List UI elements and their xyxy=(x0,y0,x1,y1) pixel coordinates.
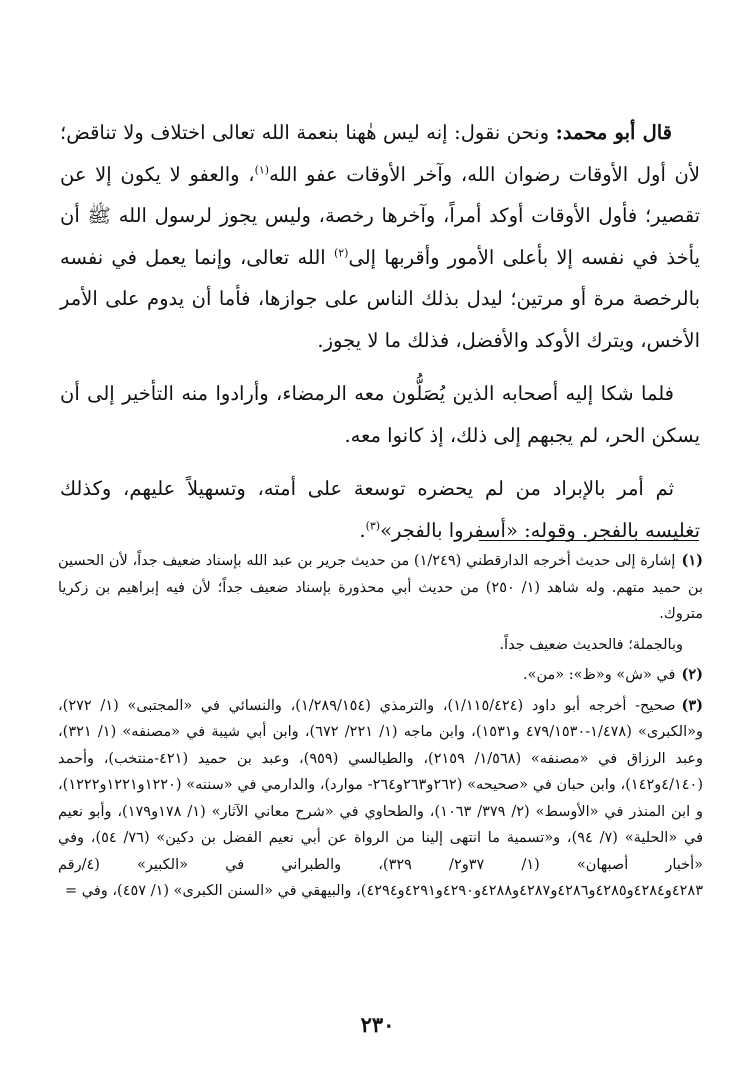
footnote-3-number: (٣) xyxy=(681,696,704,714)
footnote-2 xyxy=(58,662,703,689)
speaker-label: قال أبو محمد: xyxy=(555,121,672,144)
paragraph-2: فلما شكا إليه أصحابه الذين يُصَلُّون معه الرمضاء، وأرادوا منه التأخير إلى أن يسكن الحر، لم يجبهم إلى ذلك، إذ كانوا معه. xyxy=(60,382,700,447)
footnote-separator xyxy=(479,540,699,541)
paragraph-3 xyxy=(60,468,700,551)
paragraph-3-text: ثم أمر بالإبراد من لم يحضره توسعة على أمته، وتسهيلاً عليهم، وكذلك تغليسه بالفجر. وقوله: «أسفروا بالفجر» xyxy=(60,477,700,542)
footnote-ref-1: (١) xyxy=(254,163,270,176)
footnotes xyxy=(58,548,703,909)
footnote-1 xyxy=(58,548,703,628)
paragraph-1 xyxy=(60,112,700,361)
footnote-1-continuation: وبالجملة؛ فالحديث ضعيف جداً. xyxy=(499,636,683,653)
paragraph-1-text-b: ، والعفو لا يكون إلا عن تقصير؛ فأول الأوقات أوكد أمراً، وآخرها رخصة، وليس يجوز لرسول الله ﷺ أن يأخذ في نفسه إلا بأعلى الأمور وأقربها إلى xyxy=(60,162,700,269)
footnote-2-text: في «ش» و«ظ»: «من». xyxy=(522,667,676,683)
footnote-1-number: (١) xyxy=(681,552,703,569)
paragraph-1-text-c: الله تعالى، وإنما يعمل في نفسه بالرخصة مرة أو مرتين؛ ليدل بذلك الناس على جوازها، فأما أن يدوم على الأمر الأخس، ويترك الأوكد والأفضل، فذلك ما لا يجوز. xyxy=(60,245,700,352)
footnote-ref-2: (٢) xyxy=(333,246,349,259)
page-number: ٢٣٠ xyxy=(360,1012,395,1037)
footnote-2-number: (٢) xyxy=(681,666,703,683)
footnote-3 xyxy=(58,693,703,905)
footnote-3-text: صحيح- أخرجه أبو داود (١/١١٥/٤٢٤)، والترمذي (١/٢٨٩/١٥٤)، والنسائي في «المجتبى» (١/ ٢٧٢)، و«الكبرى» (١/٤٧٨-٤٧٩/١٥٣٠ و١٥٣١)، وابن ماجه (١/ ٢٢١/ ٦٧٢)، وابن أبي شيبة في «مصنفه» (١/ ٣٢١)، وعبد الرزاق في «مصنفه» (١/٥٦٨/ ٢١٥٩)، والطيالسي (٩٥٩)، وعبد بن حميد (٤٢١-منتخب)، وأحمد (٤/١٤٠و١٤٢)، وابن حبان في «صحيحه» (٢٦٢و٢٦٣و٢٦٤- موارد)، والدارمي في «سننه» (١٢٢٠و١٢٢١و١٢٢٢)، و ابن المنذر في «الأوسط» (٢/ ٣٧٩/ ١٠٦٣)، والطحاوي في «شرح معاني الآثار» (١/ ١٧٨و١٧٩)، وأبو نعيم في «الحلية» (٧/ ٩٤)، و«تسمية ما انتهى إلينا من الرواة عن أبي نعيم الفضل بن دكين» (٧٦/ ٥٤)، وفي «أخبار أصبهان» (١/ ٣٧و٢/ ٣٢٩)، والطبراني في «الكبير» (٤/رقم ٤٢٨٣و٤٢٨٤و٤٢٨٥و٤٢٨٦و٤٢٨٧و٤٢٨٨و٤٢٩٠و٤٢٩١و٤٢٩٤)، والبيهقي في «السنن الكبرى» (١/ ٤٥٧)، وفي = xyxy=(58,697,704,899)
paragraph-1-text-a: ونحن نقول: إنه ليس هٰهنا بنعمة الله تعالى اختلاف ولا تناقض؛ لأن أول الأوقات رضوان الله، وآخر الأوقات عفو الله xyxy=(60,121,701,186)
footnote-1-text: إشارة إلى حديث أخرجه الدارقطني (١/٢٤٩) من حديث جرير بن عبد الله بإسناد ضعيف جداً، لأن الحسين بن حميد متهم. وله شاهد (١/ ٢٥٠) من حديث أبي محذورة بإسناد ضعيف جداً؛ لأن فيه إبراهيم بن زكريا متروك. xyxy=(58,553,703,622)
paragraph-3-end: . xyxy=(359,518,366,542)
footnote-ref-3: (٣) xyxy=(365,519,381,532)
main-text xyxy=(60,112,700,563)
